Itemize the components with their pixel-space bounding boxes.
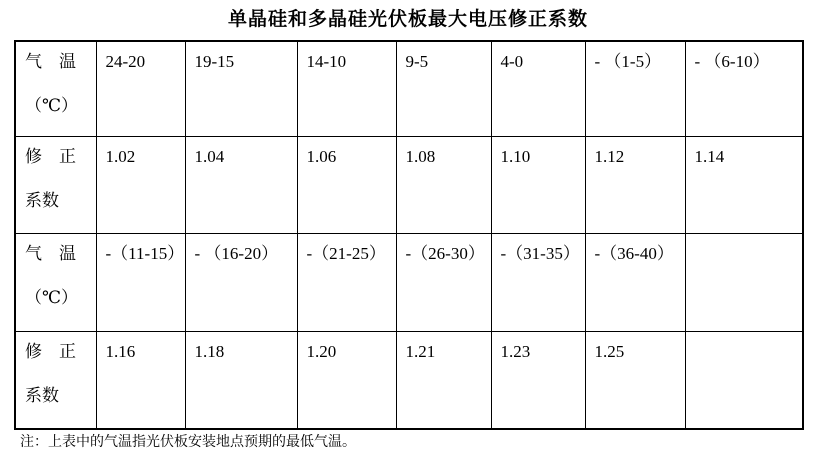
row-header-line2: （℃） [25,96,79,115]
table-cell: 1.20 [297,331,396,429]
table-cell [685,233,803,331]
table-cell: - （1-5） [585,41,685,136]
table-cell: 1.21 [396,331,491,429]
table-footnote: 注：上表中的气温指光伏板安装地点预期的最低气温。 [20,435,356,450]
table-cell: 1.16 [96,331,185,429]
table-cell: - （16-20） [185,233,297,331]
row-header-temp-1 [15,41,96,136]
table-cell: 1.23 [491,331,585,429]
table-cell: 1.10 [491,136,585,233]
row-header-line1: 气 温 [25,52,76,71]
table-cell: -（11-15） [96,233,185,331]
table-cell: 9-5 [396,41,491,136]
row-header-coef-1 [15,136,96,233]
table-cell: 1.04 [185,136,297,233]
table-cell: 1.12 [585,136,685,233]
row-header-coef-2 [15,331,96,429]
table-row-coef-2 [15,331,803,429]
table-cell: 1.14 [685,136,803,233]
table-cell: 14-10 [297,41,396,136]
row-header-line2: 系数 [25,190,59,210]
row-header-temp-2 [15,233,96,331]
voltage-correction-table [14,40,804,430]
table-cell [685,331,803,429]
table-cell: 19-15 [185,41,297,136]
table-cell: -（36-40） [585,233,685,331]
table-row-temp-2 [15,233,803,331]
table-cell: 1.25 [585,331,685,429]
table-cell: 4-0 [491,41,585,136]
table-cell: 1.02 [96,136,185,233]
table-cell: -（26-30） [396,233,491,331]
table-cell: -（31-35） [491,233,585,331]
table-cell: 1.18 [185,331,297,429]
row-header-line2: 系数 [25,385,59,405]
table-cell: 1.06 [297,136,396,233]
table-cell: -（21-25） [297,233,396,331]
row-header-line1: 修 正 [25,341,76,361]
row-header-line1: 气 温 [25,243,76,263]
table-title: 单晶硅和多晶硅光伏板最大电压修正系数 [227,9,588,30]
table-cell: - （6-10） [685,41,803,136]
table-cell: 1.08 [396,136,491,233]
table-row-temp-1 [15,41,803,136]
row-header-line2: （℃） [25,287,79,307]
table-row-coef-1 [15,136,803,233]
row-header-line1: 修 正 [25,146,76,166]
table-cell: 24-20 [96,41,185,136]
